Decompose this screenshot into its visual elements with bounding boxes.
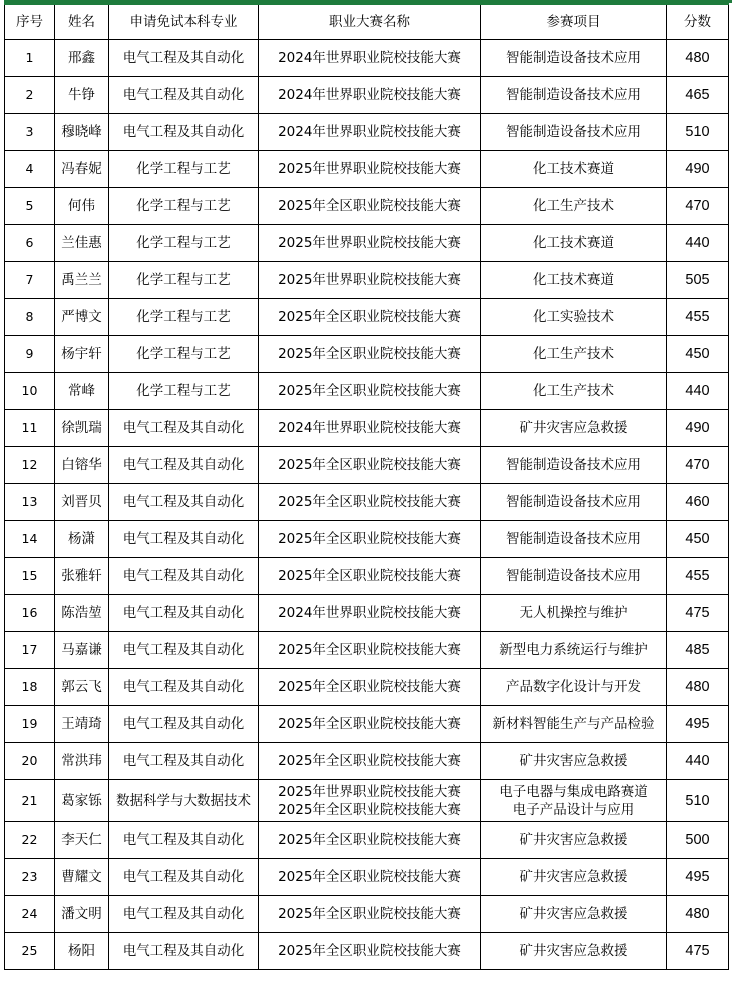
table-row	[5, 188, 729, 225]
cell-name: 冯春妮	[55, 151, 109, 188]
project-line: 智能制造设备技术应用	[506, 124, 641, 140]
cell-no: 9	[5, 336, 55, 373]
table-row	[5, 447, 729, 484]
competition-line: 2025年全区职业院校技能大赛	[278, 753, 461, 769]
table-row	[5, 484, 729, 521]
cell-project	[481, 40, 667, 77]
cell-name: 兰佳惠	[55, 225, 109, 262]
cell-name: 马嘉谦	[55, 632, 109, 669]
cell-major: 电气工程及其自动化	[109, 669, 259, 706]
cell-project	[481, 521, 667, 558]
cell-no: 2	[5, 77, 55, 114]
cell-no: 21	[5, 780, 55, 822]
sheet-bottom-edge	[4, 976, 732, 985]
cell-name: 徐凯瑞	[55, 410, 109, 447]
cell-score: 470	[667, 447, 729, 484]
cell-name: 杨潇	[55, 521, 109, 558]
cell-no: 18	[5, 669, 55, 706]
cell-name: 常洪玮	[55, 743, 109, 780]
cell-no: 12	[5, 447, 55, 484]
cell-score: 455	[667, 299, 729, 336]
table-row	[5, 40, 729, 77]
project-line: 智能制造设备技术应用	[506, 87, 641, 103]
cell-competition	[259, 632, 481, 669]
cell-major: 化学工程与工艺	[109, 262, 259, 299]
table-row	[5, 262, 729, 299]
header-cell-competition: 职业大赛名称	[259, 4, 481, 40]
cell-score: 510	[667, 114, 729, 151]
cell-competition	[259, 669, 481, 706]
competition-line: 2025年全区职业院校技能大赛	[278, 198, 461, 214]
cell-name: 郭云飞	[55, 669, 109, 706]
project-line: 化工实验技术	[533, 309, 614, 325]
competition-line: 2025年全区职业院校技能大赛	[278, 801, 461, 818]
header-cell-major: 申请免试本科专业	[109, 4, 259, 40]
cell-major: 电气工程及其自动化	[109, 822, 259, 859]
table-header	[5, 4, 729, 40]
table-row	[5, 706, 729, 743]
table-row	[5, 669, 729, 706]
cell-no: 8	[5, 299, 55, 336]
competition-line: 2025年全区职业院校技能大赛	[278, 716, 461, 732]
cell-project	[481, 299, 667, 336]
table-body	[5, 40, 729, 970]
cell-competition	[259, 151, 481, 188]
cell-score: 470	[667, 188, 729, 225]
header-cell-score: 分数	[667, 4, 729, 40]
project-line: 智能制造设备技术应用	[506, 457, 641, 473]
competition-line: 2025年全区职业院校技能大赛	[278, 346, 461, 362]
cell-no: 23	[5, 859, 55, 896]
cell-no: 5	[5, 188, 55, 225]
cell-competition	[259, 859, 481, 896]
cell-competition	[259, 558, 481, 595]
cell-competition	[259, 410, 481, 447]
cell-competition	[259, 114, 481, 151]
cell-score: 465	[667, 77, 729, 114]
project-line: 新型电力系统运行与维护	[499, 642, 648, 658]
cell-name: 穆晓峰	[55, 114, 109, 151]
competition-line: 2025年全区职业院校技能大赛	[278, 383, 461, 399]
competition-line: 2025年全区职业院校技能大赛	[278, 457, 461, 473]
cell-score: 480	[667, 669, 729, 706]
competition-line: 2024年世界职业院校技能大赛	[278, 605, 461, 621]
cell-score: 505	[667, 262, 729, 299]
cell-no: 15	[5, 558, 55, 595]
cell-name: 刘晋贝	[55, 484, 109, 521]
cell-project	[481, 373, 667, 410]
project-line: 智能制造设备技术应用	[506, 568, 641, 584]
cell-major: 化学工程与工艺	[109, 336, 259, 373]
cell-name: 葛家铄	[55, 780, 109, 822]
table-row	[5, 151, 729, 188]
table-row	[5, 859, 729, 896]
cell-score: 460	[667, 484, 729, 521]
cell-project	[481, 262, 667, 299]
cell-project	[481, 859, 667, 896]
competition-line: 2025年世界职业院校技能大赛	[278, 783, 461, 800]
cell-no: 3	[5, 114, 55, 151]
cell-major: 电气工程及其自动化	[109, 632, 259, 669]
cell-competition	[259, 373, 481, 410]
cell-competition	[259, 706, 481, 743]
competition-line: 2024年世界职业院校技能大赛	[278, 124, 461, 140]
cell-major: 化学工程与工艺	[109, 373, 259, 410]
cell-score: 510	[667, 780, 729, 822]
cell-major: 电气工程及其自动化	[109, 114, 259, 151]
cell-competition	[259, 484, 481, 521]
cell-major: 电气工程及其自动化	[109, 484, 259, 521]
cell-project	[481, 706, 667, 743]
table-row	[5, 410, 729, 447]
cell-major: 电气工程及其自动化	[109, 859, 259, 896]
results-table	[4, 2, 729, 970]
cell-no: 16	[5, 595, 55, 632]
cell-score: 440	[667, 225, 729, 262]
project-line: 智能制造设备技术应用	[506, 50, 641, 66]
project-line: 矿井灾害应急救援	[519, 943, 628, 959]
cell-competition	[259, 40, 481, 77]
cell-name: 常峰	[55, 373, 109, 410]
competition-line: 2025年全区职业院校技能大赛	[278, 679, 461, 695]
cell-major: 电气工程及其自动化	[109, 896, 259, 933]
cell-project	[481, 151, 667, 188]
cell-competition	[259, 743, 481, 780]
cell-name: 杨阳	[55, 933, 109, 970]
cell-major: 电气工程及其自动化	[109, 595, 259, 632]
cell-competition	[259, 336, 481, 373]
competition-line: 2025年全区职业院校技能大赛	[278, 869, 461, 885]
project-line: 化工技术赛道	[533, 235, 614, 251]
project-line: 矿井灾害应急救援	[519, 420, 628, 436]
cell-name: 牛铮	[55, 77, 109, 114]
project-line: 矿井灾害应急救援	[519, 832, 628, 848]
table-row	[5, 743, 729, 780]
cell-no: 19	[5, 706, 55, 743]
cell-score: 480	[667, 896, 729, 933]
cell-major: 电气工程及其自动化	[109, 77, 259, 114]
cell-major: 数据科学与大数据技术	[109, 780, 259, 822]
cell-project	[481, 114, 667, 151]
cell-project	[481, 484, 667, 521]
cell-score: 485	[667, 632, 729, 669]
table-row	[5, 77, 729, 114]
competition-line: 2025年世界职业院校技能大赛	[278, 235, 461, 251]
table-row	[5, 299, 729, 336]
table-row	[5, 822, 729, 859]
project-line: 无人机操控与维护	[519, 605, 628, 621]
project-line: 新材料智能生产与产品检验	[492, 716, 655, 732]
cell-competition	[259, 262, 481, 299]
cell-competition	[259, 780, 481, 822]
competition-line: 2025年全区职业院校技能大赛	[278, 906, 461, 922]
cell-no: 4	[5, 151, 55, 188]
competition-line: 2025年全区职业院校技能大赛	[278, 531, 461, 547]
cell-project	[481, 447, 667, 484]
project-line: 化工技术赛道	[533, 272, 614, 288]
cell-project	[481, 632, 667, 669]
cell-competition	[259, 521, 481, 558]
cell-competition	[259, 188, 481, 225]
table-row	[5, 595, 729, 632]
cell-project	[481, 896, 667, 933]
cell-score: 490	[667, 410, 729, 447]
project-line: 智能制造设备技术应用	[506, 531, 641, 547]
cell-major: 化学工程与工艺	[109, 188, 259, 225]
competition-line: 2024年世界职业院校技能大赛	[278, 87, 461, 103]
cell-no: 6	[5, 225, 55, 262]
project-line: 矿井灾害应急救援	[519, 869, 628, 885]
table-row	[5, 114, 729, 151]
cell-project	[481, 336, 667, 373]
cell-no: 7	[5, 262, 55, 299]
cell-major: 电气工程及其自动化	[109, 521, 259, 558]
competition-line: 2025年全区职业院校技能大赛	[278, 568, 461, 584]
cell-no: 11	[5, 410, 55, 447]
cell-major: 电气工程及其自动化	[109, 40, 259, 77]
cell-name: 白镕华	[55, 447, 109, 484]
project-line: 电子产品设计与应用	[512, 801, 635, 818]
cell-name: 潘文明	[55, 896, 109, 933]
header-cell-no: 序号	[5, 4, 55, 40]
cell-project	[481, 558, 667, 595]
cell-project	[481, 780, 667, 822]
competition-line: 2025年全区职业院校技能大赛	[278, 832, 461, 848]
cell-score: 440	[667, 743, 729, 780]
cell-score: 495	[667, 859, 729, 896]
cell-competition	[259, 447, 481, 484]
cell-competition	[259, 595, 481, 632]
cell-major: 化学工程与工艺	[109, 225, 259, 262]
cell-project	[481, 595, 667, 632]
cell-name: 曹耀文	[55, 859, 109, 896]
cell-competition	[259, 896, 481, 933]
cell-no: 24	[5, 896, 55, 933]
header-cell-project: 参赛项目	[481, 4, 667, 40]
cell-project	[481, 225, 667, 262]
header-row	[5, 4, 729, 40]
cell-score: 475	[667, 595, 729, 632]
cell-name: 张雅轩	[55, 558, 109, 595]
competition-line: 2024年世界职业院校技能大赛	[278, 50, 461, 66]
competition-line: 2025年全区职业院校技能大赛	[278, 642, 461, 658]
cell-competition	[259, 77, 481, 114]
project-line: 化工生产技术	[533, 198, 614, 214]
cell-name: 邢鑫	[55, 40, 109, 77]
cell-name: 禹兰兰	[55, 262, 109, 299]
cell-major: 电气工程及其自动化	[109, 558, 259, 595]
cell-score: 450	[667, 336, 729, 373]
project-line: 电子电器与集成电路赛道	[499, 783, 648, 800]
cell-no: 14	[5, 521, 55, 558]
cell-score: 500	[667, 822, 729, 859]
cell-major: 电气工程及其自动化	[109, 706, 259, 743]
table-row	[5, 896, 729, 933]
cell-score: 440	[667, 373, 729, 410]
project-line: 矿井灾害应急救援	[519, 906, 628, 922]
cell-project	[481, 410, 667, 447]
cell-name: 杨宇轩	[55, 336, 109, 373]
cell-project	[481, 77, 667, 114]
cell-major: 电气工程及其自动化	[109, 410, 259, 447]
competition-line: 2025年世界职业院校技能大赛	[278, 272, 461, 288]
cell-no: 13	[5, 484, 55, 521]
table-row	[5, 632, 729, 669]
cell-name: 何伟	[55, 188, 109, 225]
table-row	[5, 373, 729, 410]
cell-competition	[259, 822, 481, 859]
project-line: 化工技术赛道	[533, 161, 614, 177]
table-row	[5, 933, 729, 970]
cell-name: 严博文	[55, 299, 109, 336]
results-sheet	[4, 2, 729, 970]
project-line: 智能制造设备技术应用	[506, 494, 641, 510]
competition-line: 2025年全区职业院校技能大赛	[278, 943, 461, 959]
project-line: 产品数字化设计与开发	[506, 679, 641, 695]
table-row	[5, 336, 729, 373]
cell-score: 475	[667, 933, 729, 970]
cell-score: 455	[667, 558, 729, 595]
cell-major: 电气工程及其自动化	[109, 743, 259, 780]
cell-competition	[259, 933, 481, 970]
cell-major: 化学工程与工艺	[109, 299, 259, 336]
header-cell-name: 姓名	[55, 4, 109, 40]
cell-score: 490	[667, 151, 729, 188]
project-line: 化工生产技术	[533, 346, 614, 362]
competition-line: 2025年全区职业院校技能大赛	[278, 494, 461, 510]
cell-name: 王靖琦	[55, 706, 109, 743]
competition-line: 2025年全区职业院校技能大赛	[278, 309, 461, 325]
cell-no: 1	[5, 40, 55, 77]
competition-line: 2024年世界职业院校技能大赛	[278, 420, 461, 436]
cell-project	[481, 933, 667, 970]
table-row	[5, 780, 729, 822]
cell-no: 17	[5, 632, 55, 669]
table-row	[5, 558, 729, 595]
competition-line: 2025年世界职业院校技能大赛	[278, 161, 461, 177]
cell-no: 20	[5, 743, 55, 780]
cell-project	[481, 822, 667, 859]
cell-no: 10	[5, 373, 55, 410]
cell-competition	[259, 299, 481, 336]
project-line: 化工生产技术	[533, 383, 614, 399]
cell-project	[481, 743, 667, 780]
cell-score: 450	[667, 521, 729, 558]
cell-no: 25	[5, 933, 55, 970]
cell-score: 495	[667, 706, 729, 743]
cell-major: 电气工程及其自动化	[109, 447, 259, 484]
cell-competition	[259, 225, 481, 262]
cell-score: 480	[667, 40, 729, 77]
cell-major: 化学工程与工艺	[109, 151, 259, 188]
cell-project	[481, 188, 667, 225]
cell-no: 22	[5, 822, 55, 859]
table-row	[5, 521, 729, 558]
project-line: 矿井灾害应急救援	[519, 753, 628, 769]
cell-name: 陈浩堃	[55, 595, 109, 632]
cell-major: 电气工程及其自动化	[109, 933, 259, 970]
cell-name: 李天仁	[55, 822, 109, 859]
cell-project	[481, 669, 667, 706]
table-row	[5, 225, 729, 262]
